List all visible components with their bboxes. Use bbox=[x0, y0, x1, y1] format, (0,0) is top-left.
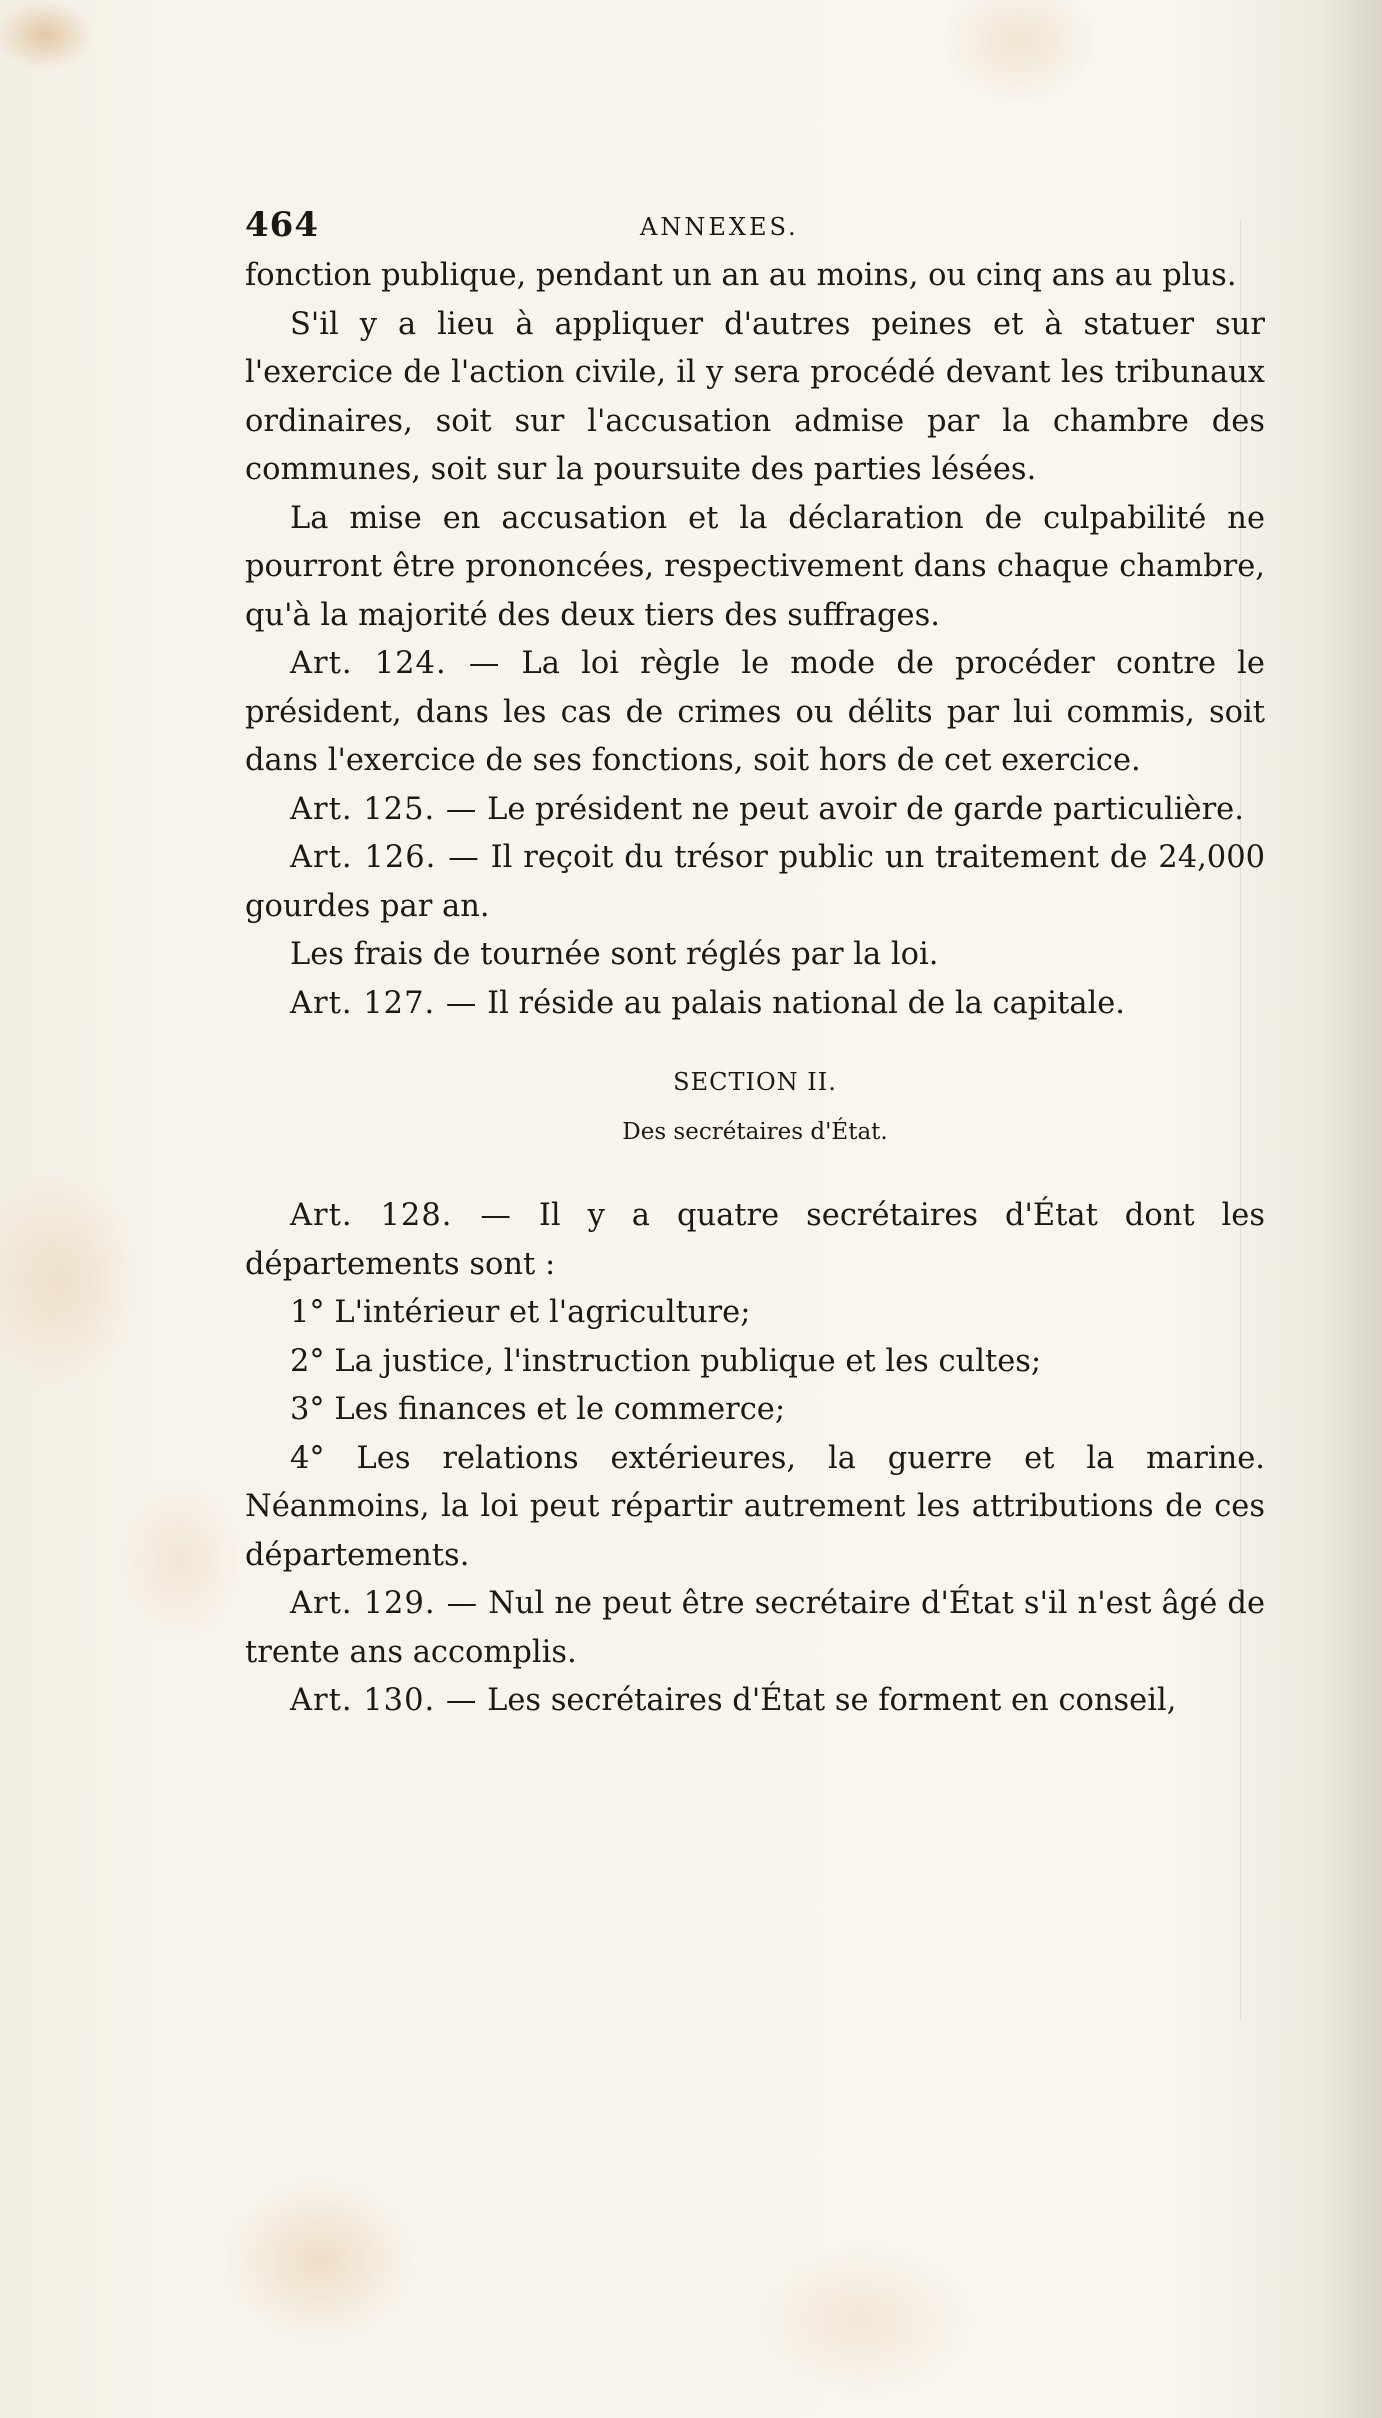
page-number: 464 bbox=[245, 205, 319, 245]
running-head: ANNEXES. bbox=[640, 213, 799, 241]
article-124-number: Art. 124. — bbox=[290, 646, 501, 681]
article-130-number: Art. 130. — bbox=[290, 1683, 478, 1718]
list-item: 3° Les finances et le commerce; bbox=[290, 1392, 786, 1427]
article-129-text: Nul ne peut être secrétaire d'État s'il n'est âgé de trente ans accomplis. bbox=[245, 1586, 1266, 1670]
list-item: 4° Les relations extérieures, la guerre et la marine. Néanmoins, la loi peut répartir autrement les attributions de ces départements. bbox=[245, 1440, 1265, 1573]
article-126 bbox=[245, 834, 1265, 931]
article-126-number: Art. 126. — bbox=[290, 840, 480, 875]
article-128-text: Il y a quatre secrétaires d'État dont les départements sont : bbox=[245, 1198, 1266, 1282]
article-127-text: Il réside au palais national de la capitale. bbox=[487, 985, 1126, 1021]
article-124 bbox=[245, 640, 1265, 786]
article-127 bbox=[245, 980, 1265, 1029]
article-130 bbox=[245, 1677, 1265, 1726]
article-124-text: La loi règle le mode de procéder contre le président, dans les cas de crimes ou délits par lui commis, soit dans l'exercice de ses fonctions, soit hors de cet exercice. bbox=[245, 646, 1265, 778]
page-body bbox=[245, 252, 1265, 1726]
page-edge-shadow bbox=[1322, 0, 1382, 2418]
list-item: 2° La justice, l'instruction publique et les cultes; bbox=[290, 1343, 1042, 1379]
article-129-number: Art. 129. — bbox=[290, 1586, 479, 1621]
section-title: SECTION II. bbox=[673, 1068, 837, 1096]
article-127-number: Art. 127. — bbox=[290, 985, 478, 1021]
article-128 bbox=[245, 1192, 1265, 1289]
section-subtitle: Des secrétaires d'État. bbox=[622, 1119, 888, 1145]
paragraph-continuation: fonction publique, pendant un an au moins, ou cinq ans au plus. bbox=[245, 258, 1237, 293]
article-125-number: Art. 125. — bbox=[290, 791, 478, 827]
article-128-number: Art. 128. — bbox=[290, 1198, 512, 1233]
article-129 bbox=[245, 1580, 1265, 1677]
article-125-text: Le président ne peut avoir de garde particulière. bbox=[487, 791, 1244, 827]
article-125 bbox=[245, 786, 1265, 835]
paragraph-civil-action: S'il y a lieu à appliquer d'autres peines et à statuer sur l'exercice de l'action civile, il y sera procédé devant les tribunaux ordinaires, soit sur l'accusation admise par la chambre des communes, soit sur la poursuite des parties lésées. bbox=[245, 306, 1265, 487]
paragraph-travel-costs: Les frais de tournée sont réglés par la loi. bbox=[290, 937, 939, 972]
article-126-text: Il reçoit du trésor public un traitement de 24,000 gourdes par an. bbox=[245, 840, 1266, 924]
article-130-text: Les secrétaires d'État se forment en conseil, bbox=[487, 1683, 1177, 1718]
paragraph-accusation-majority: La mise en accusation et la déclaration de culpabilité ne pourront être prononcées, respectivement dans chaque chambre, qu'à la majorité des deux tiers des suffrages. bbox=[245, 500, 1265, 633]
page-header bbox=[245, 205, 1260, 245]
list-item: 1° L'intérieur et l'agriculture; bbox=[290, 1295, 751, 1330]
